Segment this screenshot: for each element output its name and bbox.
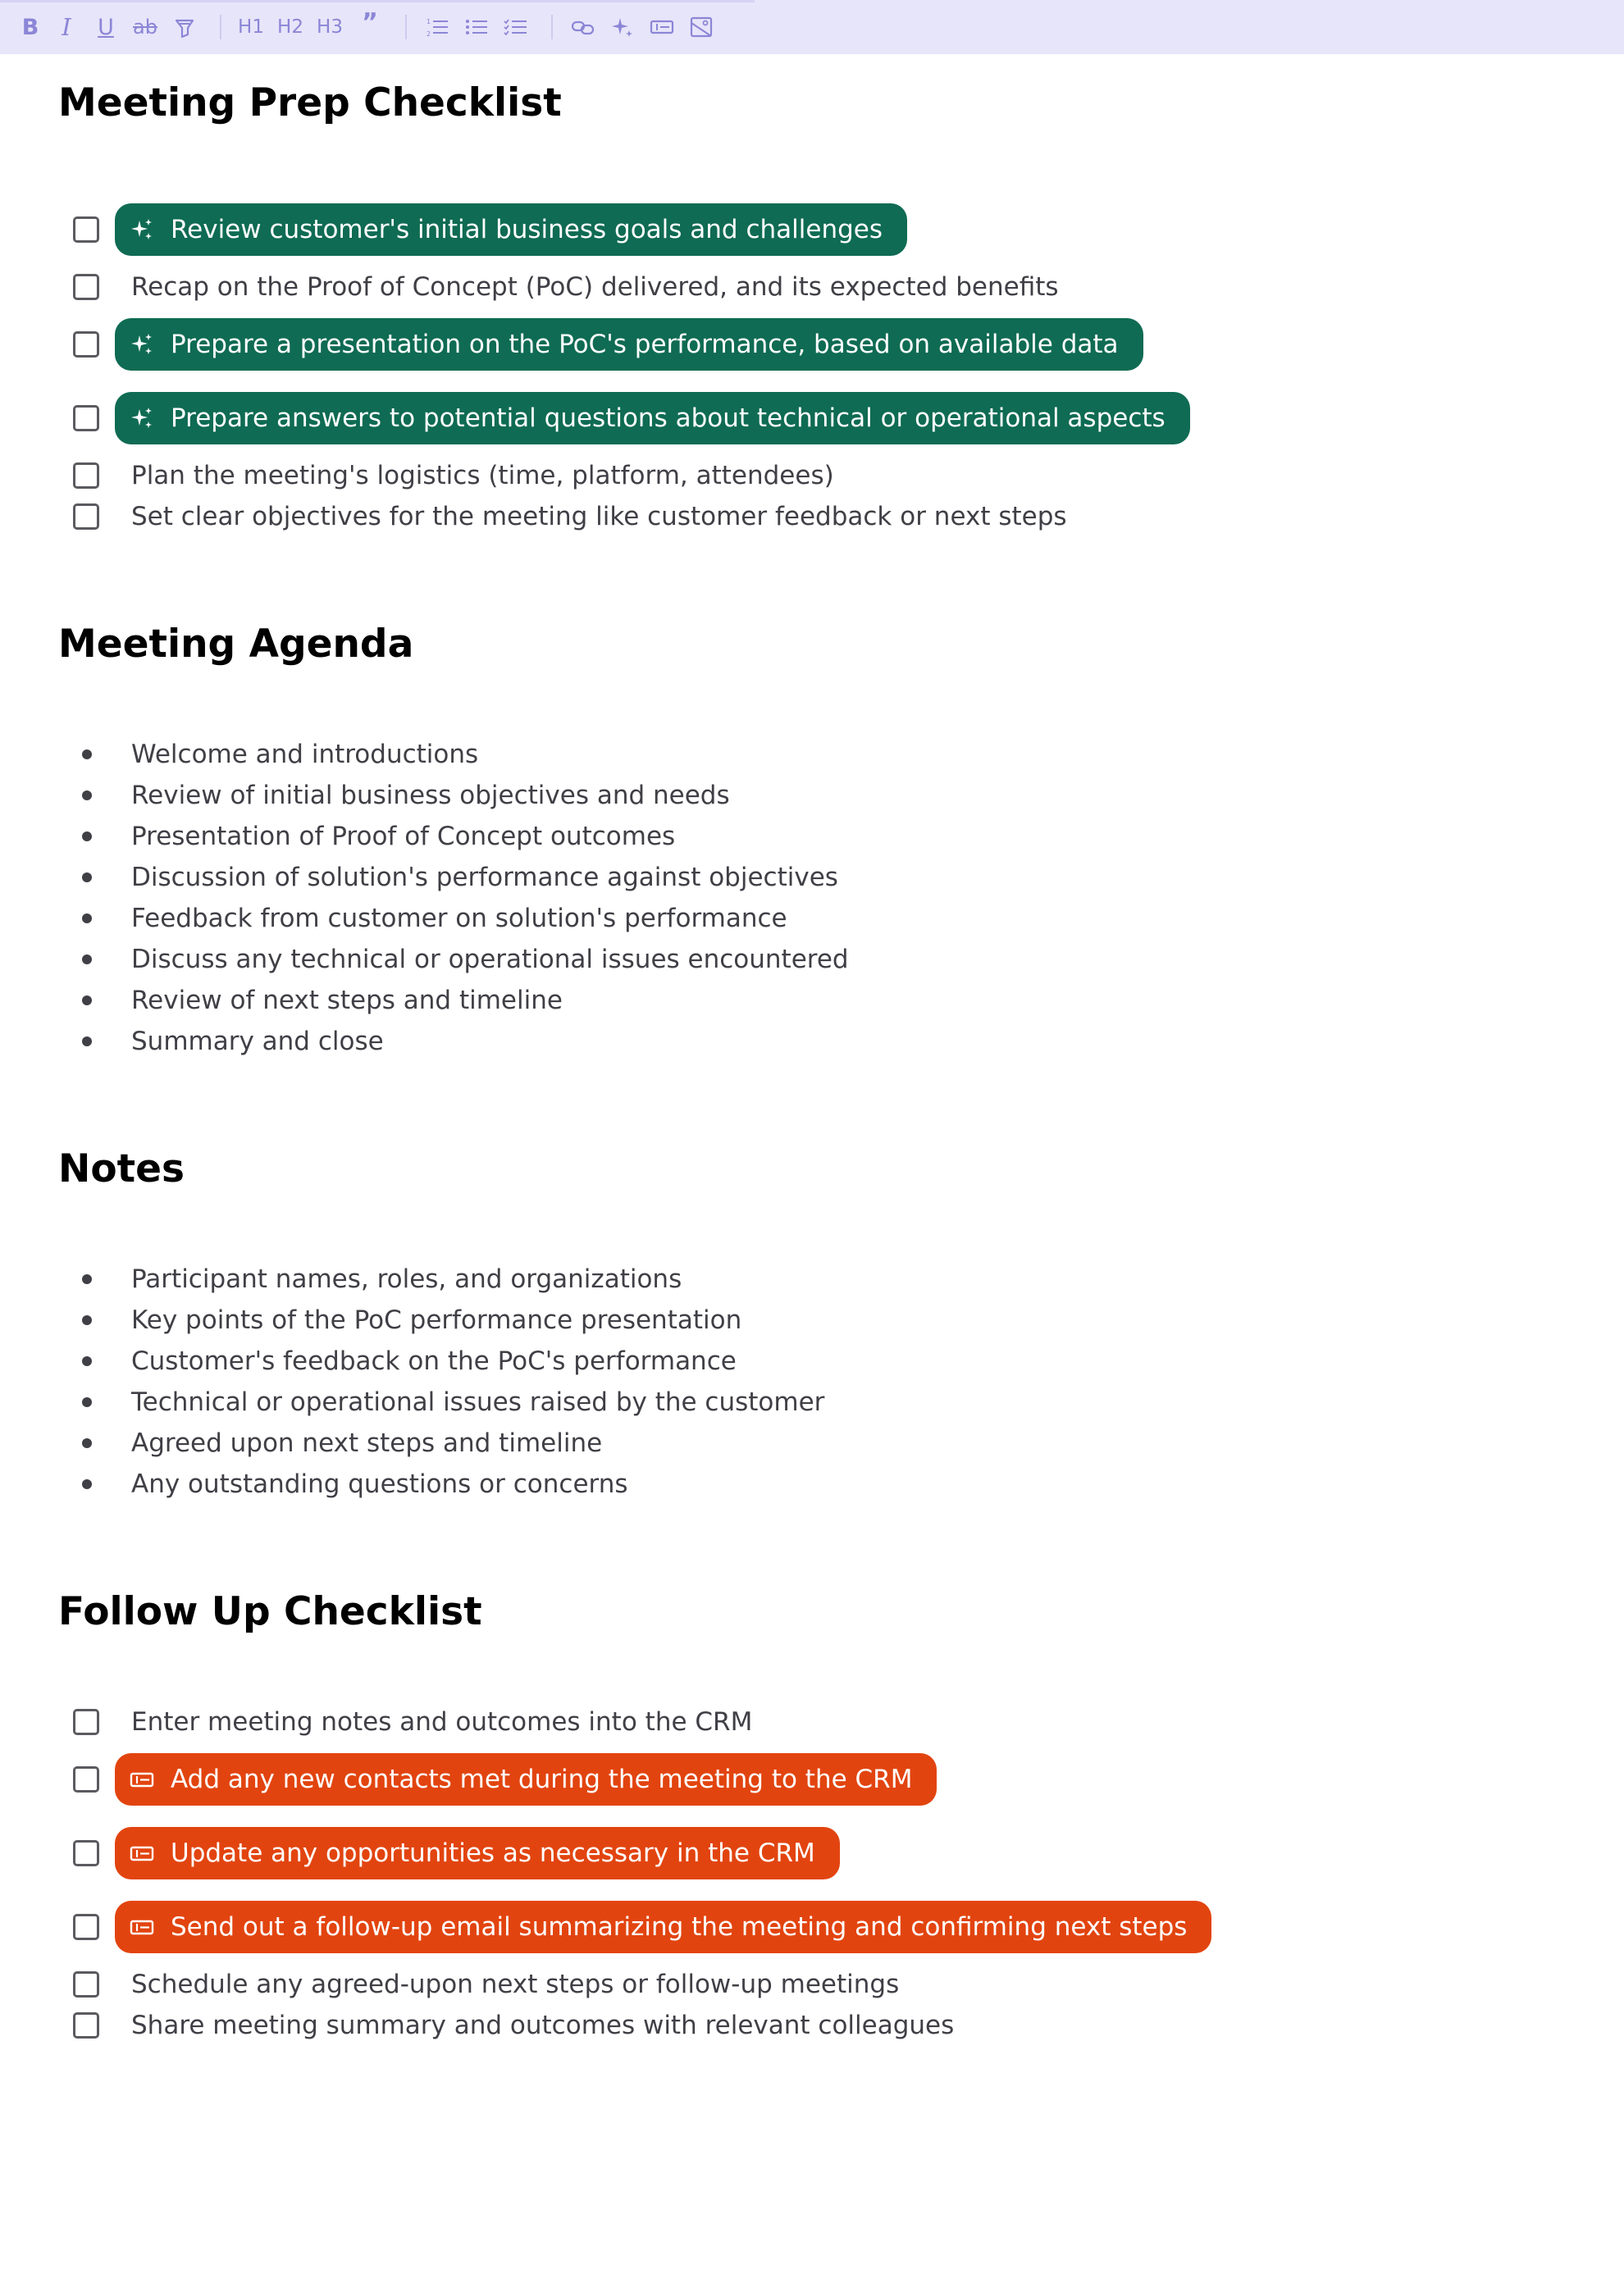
italic-button[interactable] <box>51 11 82 43</box>
list-item-text: Discuss any technical or operational issues encountered <box>131 945 849 974</box>
ai-suggestion-pill[interactable] <box>115 392 1190 444</box>
list-item-text: Agreed upon next steps and timeline <box>131 1428 603 1458</box>
heading-1-button[interactable] <box>235 11 267 43</box>
checklist-item-text: Share meeting summary and outcomes with relevant colleagues <box>131 2011 955 2040</box>
checklist-item <box>0 1904 1624 1950</box>
checkbox[interactable] <box>73 462 99 489</box>
checklist-item-text: Update any opportunities as necessary in the CRM <box>171 1838 815 1868</box>
list-item <box>0 813 1624 859</box>
bullet <box>82 1479 92 1489</box>
bullet <box>82 954 92 964</box>
checkbox[interactable] <box>73 1971 99 1998</box>
checklist-item <box>0 1830 1624 1876</box>
list-item <box>0 1018 1624 1064</box>
numbered-list-icon <box>425 15 449 39</box>
crm-field-button[interactable] <box>646 11 677 43</box>
bullet <box>82 1397 92 1407</box>
toolbar-separator <box>220 15 221 39</box>
checklist-item <box>0 494 1624 540</box>
crm-field-icon <box>128 1913 156 1941</box>
checklist-item <box>0 1699 1624 1745</box>
checklist-item-text: Review customer's initial business goals and challenges <box>171 215 883 244</box>
list-item-text: Participant names, roles, and organizations <box>131 1264 682 1294</box>
checklist-item <box>0 264 1624 310</box>
bullet <box>82 749 92 759</box>
checkbox[interactable] <box>73 2012 99 2039</box>
editor-toolbar <box>0 0 1624 54</box>
h3-label: H3 <box>317 16 343 38</box>
image-icon <box>689 15 714 39</box>
toolbar-separator <box>405 15 407 39</box>
strikethrough-button[interactable] <box>130 11 161 43</box>
checklist-item <box>0 1961 1624 2007</box>
checklist-item-text: Enter meeting notes and outcomes into the CRM <box>131 1707 753 1737</box>
checklist-item-text: Set clear objectives for the meeting like customer feedback or next steps <box>131 502 1067 531</box>
list-item <box>0 731 1624 777</box>
bullet-list-icon <box>464 15 489 39</box>
checklist-icon <box>504 15 528 39</box>
bold-button[interactable] <box>15 11 46 43</box>
bullet <box>82 1274 92 1284</box>
checklist-item-text: Add any new contacts met during the meeting to the CRM <box>171 1765 913 1794</box>
list-item-text: Any outstanding questions or concerns <box>131 1469 628 1499</box>
link-icon <box>571 15 595 39</box>
h2-label: H2 <box>277 16 303 38</box>
quote-button[interactable] <box>354 7 385 38</box>
underline-button[interactable] <box>90 11 121 43</box>
sparkle-icon <box>128 330 156 358</box>
list-item <box>0 936 1624 982</box>
list-item-text: Feedback from customer on solution's performance <box>131 904 787 933</box>
list-item <box>0 1379 1624 1425</box>
heading-3-button[interactable] <box>314 11 345 43</box>
list-item <box>0 1297 1624 1343</box>
bullet-list-button[interactable] <box>461 11 492 43</box>
checklist-item <box>0 2002 1624 2048</box>
checkbox[interactable] <box>73 274 99 300</box>
bullet <box>82 1315 92 1325</box>
list-item-text: Review of next steps and timeline <box>131 986 563 1015</box>
bullet <box>82 1356 92 1366</box>
checklist-item-text: Plan the meeting's logistics (time, platform, attendees) <box>131 461 834 490</box>
crm-field-icon <box>650 15 674 39</box>
checklist-item <box>0 207 1624 253</box>
checklist-item <box>0 453 1624 499</box>
list-item <box>0 1420 1624 1466</box>
bullet <box>82 1438 92 1448</box>
highlighter-icon <box>172 15 197 39</box>
section-title-meeting-prep: Meeting Prep Checklist <box>58 80 562 125</box>
ai-suggestion-pill[interactable] <box>115 203 907 256</box>
svg-text:1: 1 <box>427 18 431 25</box>
bullet <box>82 790 92 800</box>
list-item <box>0 1461 1624 1507</box>
checkbox[interactable] <box>73 1914 99 1940</box>
underline-label: U <box>98 14 114 40</box>
highlight-button[interactable] <box>169 11 200 43</box>
checklist-item-text: Recap on the Proof of Concept (PoC) delivered, and its expected benefits <box>131 272 1059 302</box>
checkbox[interactable] <box>73 405 99 431</box>
checklist-item <box>0 321 1624 367</box>
bullet <box>82 913 92 923</box>
crm-action-pill[interactable] <box>115 1753 937 1806</box>
checklist-button[interactable] <box>500 11 531 43</box>
checklist-item-text: Prepare a presentation on the PoC's performance, based on available data <box>171 330 1119 359</box>
toolbar-separator <box>551 15 553 39</box>
link-button[interactable] <box>568 11 599 43</box>
list-item <box>0 895 1624 941</box>
checkbox[interactable] <box>73 503 99 530</box>
checkbox[interactable] <box>73 1709 99 1735</box>
heading-2-button[interactable] <box>275 11 306 43</box>
list-item-text: Discussion of solution's performance against objectives <box>131 863 838 892</box>
checklist-item <box>0 1756 1624 1802</box>
section-title-follow-up: Follow Up Checklist <box>58 1589 482 1634</box>
quote-label: ” <box>362 7 378 37</box>
checklist-item-text: Schedule any agreed-upon next steps or follow-up meetings <box>131 1970 900 1999</box>
list-item <box>0 854 1624 900</box>
sparkle-icon <box>128 216 156 244</box>
checklist-item <box>0 395 1624 441</box>
list-item <box>0 772 1624 818</box>
list-item-text: Technical or operational issues raised by the customer <box>131 1387 825 1417</box>
bullet <box>82 995 92 1005</box>
checkbox[interactable] <box>73 1840 99 1866</box>
italic-label: I <box>62 13 71 41</box>
svg-text:2: 2 <box>427 30 431 38</box>
checklist-item-text: Prepare answers to potential questions about technical or operational aspects <box>171 403 1166 433</box>
bold-label: B <box>21 14 39 40</box>
checkbox[interactable] <box>73 216 99 243</box>
list-item-text: Summary and close <box>131 1027 384 1056</box>
list-item <box>0 1256 1624 1302</box>
image-button[interactable] <box>686 11 717 43</box>
sparkle-icon <box>128 404 156 432</box>
strikethrough-label: ab <box>133 16 157 39</box>
list-item-text: Key points of the PoC performance presentation <box>131 1305 742 1335</box>
list-item <box>0 977 1624 1023</box>
list-item-text: Review of initial business objectives and needs <box>131 781 730 810</box>
checklist-item-text: Send out a follow-up email summarizing the meeting and confirming next steps <box>171 1912 1188 1942</box>
numbered-list-button[interactable] <box>422 11 453 43</box>
ai-suggestion-pill[interactable] <box>115 318 1143 371</box>
bullet <box>82 1036 92 1046</box>
ai-assist-button[interactable] <box>607 11 638 43</box>
crm-action-pill[interactable] <box>115 1827 840 1879</box>
crm-field-icon <box>128 1765 156 1793</box>
toolbar-accent-line <box>0 0 755 2</box>
bullet <box>82 831 92 841</box>
section-title-meeting-agenda: Meeting Agenda <box>58 622 414 667</box>
crm-field-icon <box>128 1839 156 1867</box>
checkbox[interactable] <box>73 331 99 358</box>
list-item-text: Customer's feedback on the PoC's performance <box>131 1346 737 1376</box>
crm-action-pill[interactable] <box>115 1901 1211 1953</box>
list-item <box>0 1338 1624 1384</box>
h1-label: H1 <box>238 16 264 38</box>
checkbox[interactable] <box>73 1766 99 1793</box>
section-title-notes: Notes <box>58 1146 185 1191</box>
list-item-text: Welcome and introductions <box>131 740 479 769</box>
list-item-text: Presentation of Proof of Concept outcomes <box>131 822 676 851</box>
bullet <box>82 872 92 882</box>
sparkle-icon <box>610 15 635 39</box>
